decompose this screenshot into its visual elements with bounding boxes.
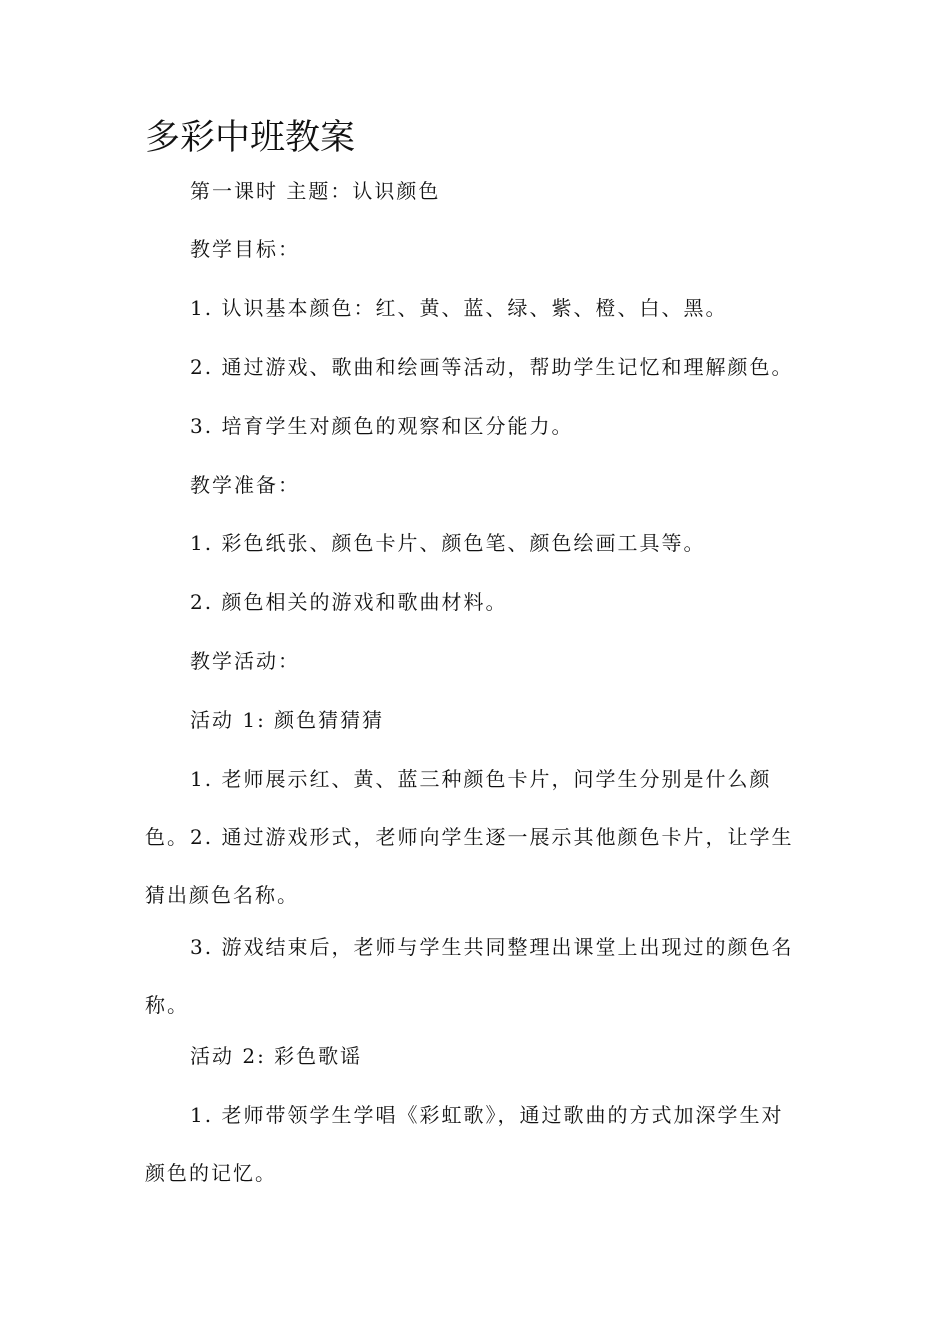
- paragraph-activity-1-step-2: 2. 通过游戏形式，老师向学生逐一展示其他颜色卡片，让学生猜出颜色名称。: [145, 825, 794, 907]
- paragraph-goal-1: 1. 认识基本颜色：红、黄、蓝、绿、紫、橙、白、黑。: [190, 296, 728, 320]
- paragraph-activity-2-step-1: 1. 老师带领学生学唱《彩虹歌》，通过歌曲的方式加深学生对颜色的记忆。: [145, 1103, 784, 1185]
- paragraph-teaching-preparation-heading: 教学准备：: [190, 473, 300, 497]
- paragraph-preparation-1: 1. 彩色纸张、颜色卡片、颜色笔、颜色绘画工具等。: [190, 531, 706, 555]
- paragraph-teaching-goals-heading: 教学目标：: [190, 237, 300, 261]
- paragraph-activity-1-heading: 活动 1: 颜色猜猜猜: [190, 708, 385, 732]
- document-title: 多彩中班教案: [145, 118, 356, 158]
- paragraph-activity-2-heading: 活动 2: 彩色歌谣: [190, 1044, 363, 1068]
- paragraph-preparation-2: 2. 颜色相关的游戏和歌曲材料。: [190, 590, 508, 614]
- paragraph-goal-3: 3. 培育学生对颜色的观察和区分能力。: [190, 414, 574, 438]
- paragraph-activity-1-step-1: 1. 老师展示红、黄、蓝三种颜色卡片，问学生分别是什么颜色。: [145, 767, 772, 849]
- paragraph-teaching-activities-heading: 教学活动：: [190, 649, 300, 673]
- paragraph-lesson-topic: 第一课时 主题：认识颜色: [190, 179, 441, 203]
- paragraph-goal-2: 2. 通过游戏、歌曲和绘画等活动，帮助学生记忆和理解颜色。: [190, 355, 794, 379]
- paragraph-activity-1-step-3: 3. 游戏结束后，老师与学生共同整理出课堂上出现过的颜色名称。: [145, 935, 794, 1017]
